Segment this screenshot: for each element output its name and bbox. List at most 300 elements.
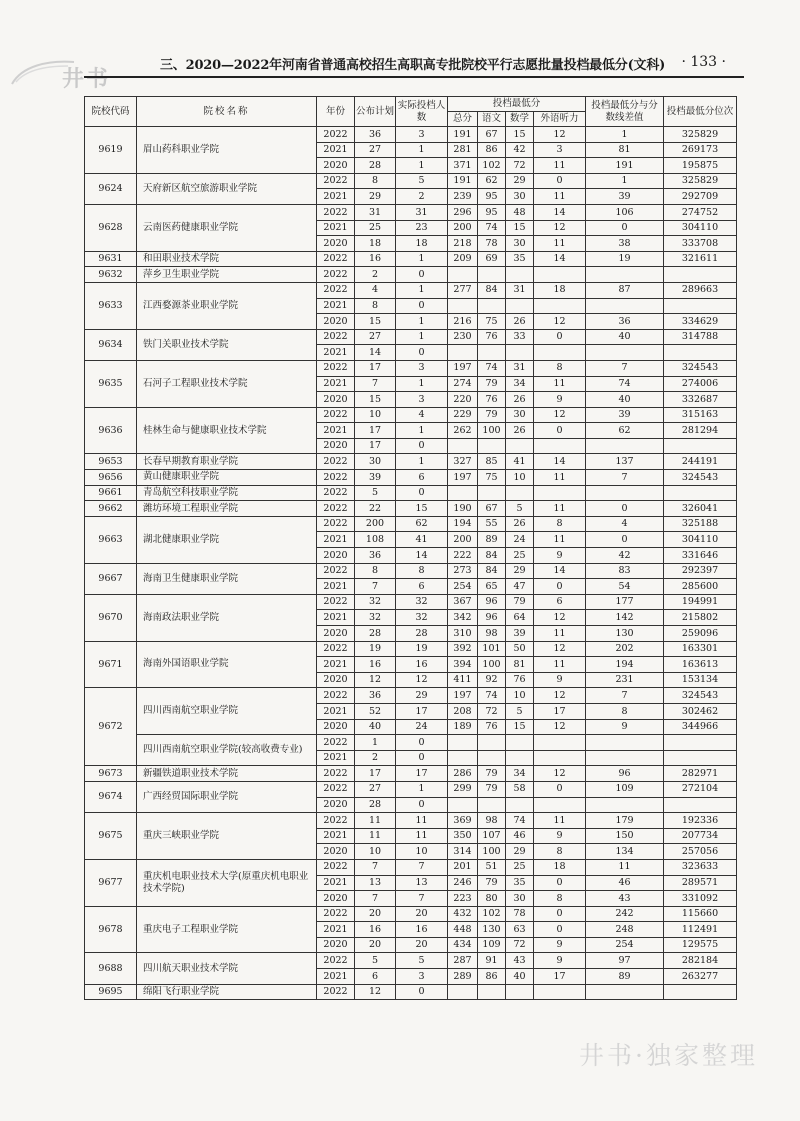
cell-total: 200 [448,220,478,236]
cell-total: 191 [448,127,478,143]
cell-math: 31 [506,360,534,376]
cell-chinese: 100 [478,423,506,439]
cell-chinese: 102 [478,906,506,922]
header-name: 院校名称 [137,97,317,127]
cell-year: 2022 [317,813,355,829]
cell-plan: 28 [355,626,396,642]
cell-actual: 0 [396,298,448,314]
cell-plan: 2 [355,267,396,283]
cell-year: 2020 [317,797,355,813]
cell-total: 274 [448,376,478,392]
cell-year: 2022 [317,859,355,875]
cell-year: 2021 [317,298,355,314]
cell-math: 30 [506,236,534,252]
table-row [85,735,737,751]
cell-foreign [534,298,586,314]
cell-year: 2022 [317,984,355,1000]
cell-diff: 106 [586,204,664,220]
cell-rank: 207734 [664,828,737,844]
school-code: 9663 [85,516,137,563]
cell-foreign: 12 [534,314,586,330]
cell-year: 2020 [317,844,355,860]
cell-actual: 7 [396,891,448,907]
cell-math [506,267,534,283]
school-name: 海南外国语职业学院 [137,641,317,688]
cell-rank: 274752 [664,204,737,220]
cell-plan: 27 [355,329,396,345]
cell-plan: 17 [355,360,396,376]
cell-chinese [478,797,506,813]
cell-foreign: 9 [534,672,586,688]
header-rule [84,76,744,78]
cell-plan: 7 [355,579,396,595]
cell-chinese: 91 [478,953,506,969]
table-row [85,173,737,189]
cell-total [448,298,478,314]
cell-year: 2021 [317,345,355,361]
cell-foreign: 18 [534,859,586,875]
table-row [85,470,737,486]
cell-diff: 130 [586,626,664,642]
school-code: 9695 [85,984,137,1000]
cell-foreign: 12 [534,766,586,782]
header-year: 年份 [317,97,355,127]
cell-total: 209 [448,251,478,267]
cell-diff [586,438,664,454]
cell-year: 2021 [317,376,355,392]
cell-chinese: 101 [478,641,506,657]
table-row [85,267,737,283]
school-code: 9672 [85,688,137,766]
school-name: 四川航天职业技术学院 [137,953,317,984]
table-row [85,407,737,423]
cell-total: 432 [448,906,478,922]
table-row [85,688,737,704]
cell-math: 15 [506,127,534,143]
cell-actual: 10 [396,844,448,860]
cell-rank [664,735,737,751]
cell-plan: 7 [355,891,396,907]
header-min-score-group: 投档最低分 [448,97,586,112]
cell-actual: 41 [396,532,448,548]
cell-actual: 3 [396,392,448,408]
cell-total: 216 [448,314,478,330]
cell-chinese: 72 [478,703,506,719]
cell-foreign: 17 [534,703,586,719]
cell-rank: 115660 [664,906,737,922]
cell-math: 34 [506,766,534,782]
cell-year: 2022 [317,282,355,298]
cell-total: 222 [448,548,478,564]
cell-math: 42 [506,142,534,158]
cell-foreign [534,438,586,454]
school-code: 9632 [85,267,137,283]
cell-math: 43 [506,953,534,969]
header-diff: 投档最低分与分数线差值 [586,97,664,127]
cell-diff: 54 [586,579,664,595]
cell-diff: 36 [586,314,664,330]
cell-plan: 4 [355,282,396,298]
cell-math [506,345,534,361]
cell-year: 2022 [317,251,355,267]
school-name: 萍乡卫生职业学院 [137,267,317,283]
cell-plan: 200 [355,516,396,532]
cell-foreign: 11 [534,626,586,642]
cell-foreign [534,984,586,1000]
cell-plan: 7 [355,859,396,875]
cell-foreign [534,750,586,766]
cell-year: 2022 [317,470,355,486]
cell-chinese: 74 [478,360,506,376]
cell-actual: 1 [396,251,448,267]
cell-math: 74 [506,813,534,829]
cell-actual: 6 [396,470,448,486]
cell-plan: 36 [355,548,396,564]
cell-year: 2021 [317,532,355,548]
cell-rank: 324543 [664,360,737,376]
cell-year: 2021 [317,657,355,673]
cell-total: 277 [448,282,478,298]
cell-math: 30 [506,891,534,907]
cell-year: 2021 [317,423,355,439]
cell-math: 79 [506,594,534,610]
cell-foreign: 11 [534,501,586,517]
cell-actual: 6 [396,579,448,595]
cell-total: 189 [448,719,478,735]
school-code: 9673 [85,766,137,782]
cell-actual: 11 [396,828,448,844]
cell-chinese: 67 [478,127,506,143]
table-row [85,953,737,969]
table-row [85,329,737,345]
cell-total: 223 [448,891,478,907]
cell-diff: 179 [586,813,664,829]
cell-diff [586,735,664,751]
cell-rank: 194991 [664,594,737,610]
cell-math: 26 [506,423,534,439]
school-name: 眉山药科职业学院 [137,127,317,174]
cell-diff: 7 [586,688,664,704]
cell-year: 2020 [317,548,355,564]
cell-chinese: 98 [478,626,506,642]
cell-rank [664,485,737,501]
cell-plan: 7 [355,376,396,392]
table-row [85,984,737,1000]
cell-total: 286 [448,766,478,782]
cell-chinese: 100 [478,844,506,860]
cell-foreign: 0 [534,781,586,797]
cell-total: 197 [448,360,478,376]
cell-year: 2021 [317,189,355,205]
page-header [160,54,760,78]
cell-actual: 4 [396,407,448,423]
cell-plan: 15 [355,314,396,330]
cell-math [506,438,534,454]
cell-foreign [534,797,586,813]
cell-total: 230 [448,329,478,345]
cell-rank: 323633 [664,859,737,875]
cell-math: 5 [506,703,534,719]
school-name: 新疆铁道职业技术学院 [137,766,317,782]
cell-math [506,984,534,1000]
cell-rank: 325829 [664,173,737,189]
cell-actual: 1 [396,329,448,345]
cell-rank: 263277 [664,969,737,985]
cell-diff: 7 [586,470,664,486]
cell-total [448,984,478,1000]
cell-rank: 289663 [664,282,737,298]
cell-actual: 7 [396,859,448,875]
cell-actual: 23 [396,220,448,236]
cell-actual: 5 [396,953,448,969]
cell-foreign: 12 [534,220,586,236]
cell-plan: 36 [355,688,396,704]
cell-plan: 29 [355,189,396,205]
school-name: 青岛航空科技职业学院 [137,485,317,501]
cell-chinese: 79 [478,875,506,891]
cell-year: 2020 [317,937,355,953]
cell-year: 2022 [317,688,355,704]
cell-chinese [478,298,506,314]
cell-chinese: 84 [478,282,506,298]
school-name: 重庆三峡职业学院 [137,813,317,860]
cell-diff: 109 [586,781,664,797]
cell-plan: 5 [355,485,396,501]
cell-actual: 14 [396,548,448,564]
school-code: 9628 [85,204,137,251]
cell-plan: 32 [355,610,396,626]
cell-chinese: 76 [478,719,506,735]
cell-actual: 16 [396,657,448,673]
cell-rank: 129575 [664,937,737,953]
cell-total: 367 [448,594,478,610]
cell-actual: 32 [396,610,448,626]
cell-math: 26 [506,314,534,330]
school-code: 9656 [85,470,137,486]
cell-foreign [534,735,586,751]
cell-actual: 17 [396,703,448,719]
cell-plan: 10 [355,407,396,423]
cell-plan: 27 [355,142,396,158]
cell-plan: 28 [355,797,396,813]
cell-chinese: 130 [478,922,506,938]
cell-total: 201 [448,859,478,875]
cell-foreign: 17 [534,969,586,985]
cell-plan: 2 [355,750,396,766]
cell-diff: 8 [586,703,664,719]
cell-diff: 62 [586,423,664,439]
cell-rank: 192336 [664,813,737,829]
cell-foreign: 14 [534,454,586,470]
school-code: 9678 [85,906,137,953]
cell-total [448,750,478,766]
header-rank: 投档最低分位次 [664,97,737,127]
cell-math: 30 [506,407,534,423]
cell-year: 2022 [317,516,355,532]
cell-diff [586,345,664,361]
cell-diff: 0 [586,501,664,517]
school-name: 桂林生命与健康职业技术学院 [137,407,317,454]
table-row [85,813,737,829]
cell-total: 314 [448,844,478,860]
cell-math: 30 [506,189,534,205]
cell-foreign: 0 [534,579,586,595]
school-code: 9634 [85,329,137,360]
school-code: 9677 [85,859,137,906]
cell-total: 394 [448,657,478,673]
cell-chinese: 96 [478,610,506,626]
cell-actual: 31 [396,204,448,220]
cell-chinese: 76 [478,329,506,345]
cell-diff: 87 [586,282,664,298]
cell-total: 239 [448,189,478,205]
cell-foreign: 14 [534,251,586,267]
cell-foreign: 3 [534,142,586,158]
cell-diff: 74 [586,376,664,392]
cell-diff: 177 [586,594,664,610]
table-row [85,906,737,922]
cell-foreign [534,485,586,501]
cell-chinese: 79 [478,781,506,797]
cell-rank: 112491 [664,922,737,938]
cell-rank [664,984,737,1000]
cell-rank: 292709 [664,189,737,205]
cell-actual: 2 [396,189,448,205]
cell-math [506,750,534,766]
school-name: 潍坊环境工程职业学院 [137,501,317,517]
cell-diff [586,984,664,1000]
cell-total [448,485,478,501]
cell-rank: 302462 [664,703,737,719]
table-row [85,766,737,782]
cell-rank: 281294 [664,423,737,439]
cell-foreign: 11 [534,657,586,673]
cell-chinese: 107 [478,828,506,844]
cell-foreign: 12 [534,407,586,423]
cell-math: 25 [506,548,534,564]
cell-foreign: 9 [534,953,586,969]
cell-total: 281 [448,142,478,158]
cell-foreign: 12 [534,688,586,704]
cell-foreign: 9 [534,937,586,953]
cell-year: 2021 [317,750,355,766]
cell-plan: 15 [355,392,396,408]
cell-total: 254 [448,579,478,595]
cell-rank: 244191 [664,454,737,470]
cell-total: 191 [448,173,478,189]
cell-total: 246 [448,875,478,891]
cell-math: 15 [506,719,534,735]
cell-rank: 304110 [664,532,737,548]
cell-math: 31 [506,282,534,298]
cell-math: 48 [506,204,534,220]
cell-year: 2022 [317,204,355,220]
cell-total: 310 [448,626,478,642]
cell-chinese [478,984,506,1000]
cell-math: 64 [506,610,534,626]
cell-diff: 81 [586,142,664,158]
cell-rank: 269173 [664,142,737,158]
cell-plan: 25 [355,220,396,236]
cell-chinese: 74 [478,688,506,704]
school-name: 绵阳飞行职业学院 [137,984,317,1000]
cell-plan: 19 [355,641,396,657]
school-name: 长春早期教育职业学院 [137,454,317,470]
cell-diff: 202 [586,641,664,657]
cell-total: 296 [448,204,478,220]
cell-actual: 0 [396,438,448,454]
cell-diff: 96 [586,766,664,782]
cell-actual: 0 [396,345,448,361]
cell-actual: 20 [396,906,448,922]
cell-year: 2022 [317,766,355,782]
cell-chinese: 95 [478,204,506,220]
cell-rank [664,345,737,361]
cell-year: 2020 [317,438,355,454]
cell-math: 26 [506,516,534,532]
cell-foreign: 0 [534,329,586,345]
cell-plan: 17 [355,766,396,782]
cell-actual: 1 [396,454,448,470]
cell-actual: 0 [396,735,448,751]
cell-actual: 3 [396,127,448,143]
school-code: 9674 [85,781,137,812]
cell-diff: 40 [586,392,664,408]
cell-chinese: 79 [478,376,506,392]
cell-rank: 344966 [664,719,737,735]
cell-foreign: 0 [534,423,586,439]
cell-diff [586,298,664,314]
table-row [85,282,737,298]
cell-chinese: 84 [478,563,506,579]
cell-total: 194 [448,516,478,532]
cell-plan: 40 [355,719,396,735]
cell-plan: 52 [355,703,396,719]
cell-actual: 1 [396,158,448,174]
table-row [85,641,737,657]
cell-year: 2022 [317,641,355,657]
cell-diff: 254 [586,937,664,953]
cell-year: 2020 [317,719,355,735]
cell-year: 2022 [317,127,355,143]
school-code: 9635 [85,360,137,407]
table-row [85,251,737,267]
cell-rank: 257056 [664,844,737,860]
cell-actual: 18 [396,236,448,252]
cell-actual: 0 [396,797,448,813]
cell-plan: 8 [355,173,396,189]
cell-foreign: 14 [534,204,586,220]
header-foreign: 外语听力 [534,112,586,127]
cell-year: 2022 [317,454,355,470]
cell-math: 76 [506,672,534,688]
cell-plan: 27 [355,781,396,797]
cell-actual: 0 [396,485,448,501]
cell-total: 190 [448,501,478,517]
cell-math: 47 [506,579,534,595]
cell-chinese [478,735,506,751]
cell-plan: 14 [355,345,396,361]
cell-math: 10 [506,688,534,704]
cell-total: 197 [448,688,478,704]
header-code: 院校代码 [85,97,137,127]
table-row [85,781,737,797]
cell-actual: 8 [396,563,448,579]
cell-math: 50 [506,641,534,657]
cell-chinese: 65 [478,579,506,595]
cell-plan: 31 [355,204,396,220]
cell-chinese: 74 [478,220,506,236]
